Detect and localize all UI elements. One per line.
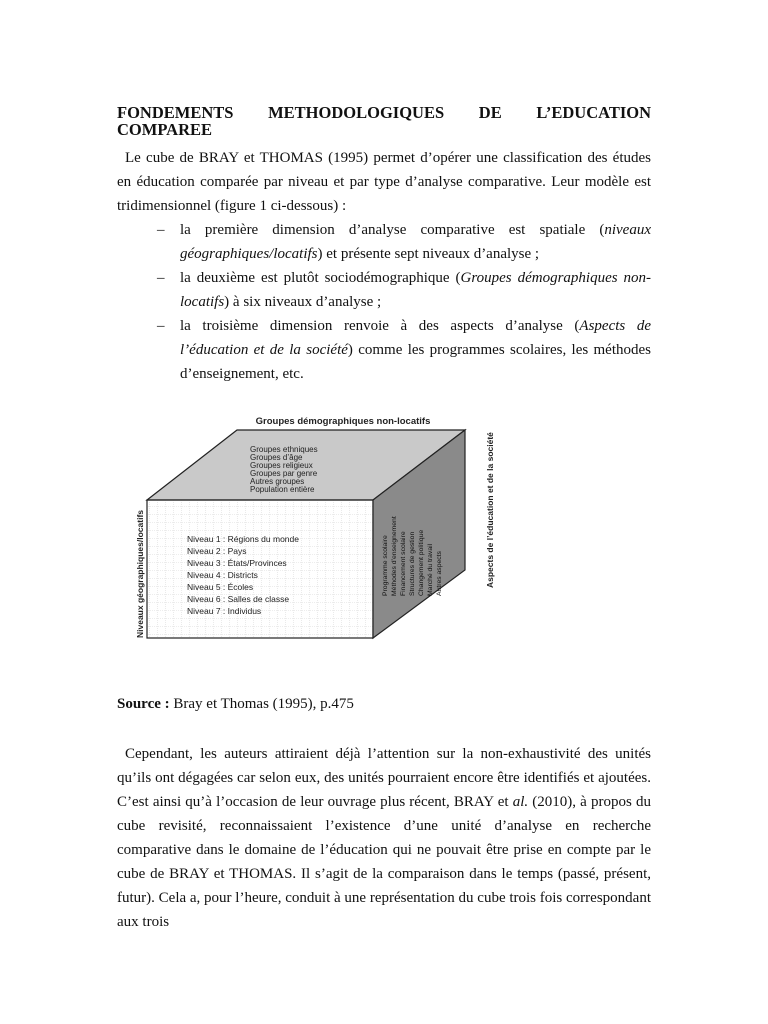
- section-heading-line2: COMPAREE: [117, 120, 213, 139]
- top-axis-label: Groupes démographiques non-locatifs: [255, 416, 431, 427]
- source-citation: Bray et Thomas (1995), p.475: [169, 696, 354, 712]
- front-item: Niveau 5 : Écoles: [187, 582, 254, 592]
- top-item: Groupes religieux: [250, 461, 313, 470]
- top-item: Autres groupes: [250, 477, 305, 486]
- front-item: Niveau 3 : États/Provinces: [187, 558, 287, 568]
- top-item: Population entière: [250, 485, 315, 494]
- side-item: Structures de gestion: [409, 531, 416, 596]
- document-page: [117, 104, 651, 386]
- second-paragraph: [117, 742, 651, 934]
- side-item: Programme scolaire: [382, 535, 389, 596]
- top-item: Groupes ethniques: [250, 445, 318, 454]
- front-item: Niveau 4 : Districts: [187, 570, 258, 580]
- cube-diagram: [133, 410, 505, 642]
- list-item-text: ) et présente sept niveaux d’analyse ;: [317, 246, 540, 262]
- side-item: Financement scolaire: [400, 531, 407, 596]
- list-item-text: la deuxième est plutôt sociodémographique (: [180, 270, 461, 286]
- dimension-list: [117, 218, 651, 386]
- front-item: Niveau 6 : Salles de classe: [187, 594, 290, 604]
- list-item-emphasis: niveaux géographiques/locatifs: [180, 222, 651, 262]
- top-item: Groupes d’âge: [250, 453, 303, 462]
- source-label: Source :: [117, 696, 170, 712]
- intro-paragraph: Le cube de BRAY et THOMAS (1995) permet d’opérer une classification des études en éducation comparée par niveau et par type d’analyse comparative. Leur modèle est tridimensionnel (figure 1 ci-dessous) :: [117, 150, 651, 214]
- side-item: Marché du travail: [427, 543, 434, 596]
- dash-marker: –: [157, 318, 165, 334]
- dash-marker: –: [157, 222, 165, 238]
- paragraph-text: Cependant, les auteurs attiraient déjà l’attention sur la non-exhaustivité des unités qu’ils ont dégagées car selon eux, des unités pourraient encore être identifiés et ajoutées. C’est ainsi qu’à l’occasion de leur ouvrage plus récent, BRAY et: [117, 746, 651, 810]
- top-item: Groupes par genre: [250, 469, 318, 478]
- front-item: Niveau 1 : Régions du monde: [187, 534, 299, 544]
- right-axis-label: Aspects de l’éducation et de la société: [485, 432, 495, 588]
- dash-marker: –: [157, 270, 165, 286]
- second-paragraph-block: [117, 742, 651, 934]
- list-item: [117, 266, 651, 314]
- left-axis-label: Niveaux géographiques/locatifs: [135, 509, 145, 638]
- list-item-emphasis: Aspects de l’éducation et de la société: [180, 318, 651, 358]
- cube-front-face: [147, 500, 373, 638]
- list-item: [117, 314, 651, 386]
- list-item-text: la troisième dimension renvoie à des aspects d’analyse (: [180, 318, 580, 334]
- paragraph-text: (2010), à propos du cube revisité, reconnaissaient l’existence d’une unité d’analyse en recherche comparative dans le domaine de l’éducation qui ne pouvait être prise en compte par le cube de BRAY et THOMAS. Il s’agit de la comparaison dans le temps (passé, présent, futur). Cela a, pour l’heure, conduit à une représentation du cube trois fois correspondant aux trois: [117, 794, 651, 930]
- side-item: Changement politique: [418, 529, 425, 596]
- list-item-text: ) comme les programmes scolaires, les méthodes d’enseignement, etc.: [180, 342, 652, 382]
- bray-thomas-cube-figure: [133, 410, 505, 642]
- section-heading-line1: FONDEMENTS METHODOLOGIQUES DE L’EDUCATION: [117, 103, 651, 122]
- side-item: Autres aspects: [436, 551, 443, 596]
- paragraph-emphasis: al.: [512, 794, 529, 810]
- list-item: [117, 218, 651, 266]
- list-item-text: ) à six niveaux d’analyse ;: [224, 294, 382, 310]
- side-item: Méthodes d’enseignement: [391, 516, 398, 596]
- front-item: Niveau 2 : Pays: [187, 546, 247, 556]
- list-item-emphasis: Groupes démographiques non- locatifs: [180, 270, 652, 310]
- front-item: Niveau 7 : Individus: [187, 606, 262, 616]
- list-item-text: la première dimension d’analyse comparative est spatiale (: [180, 222, 605, 238]
- figure-source: [117, 694, 354, 714]
